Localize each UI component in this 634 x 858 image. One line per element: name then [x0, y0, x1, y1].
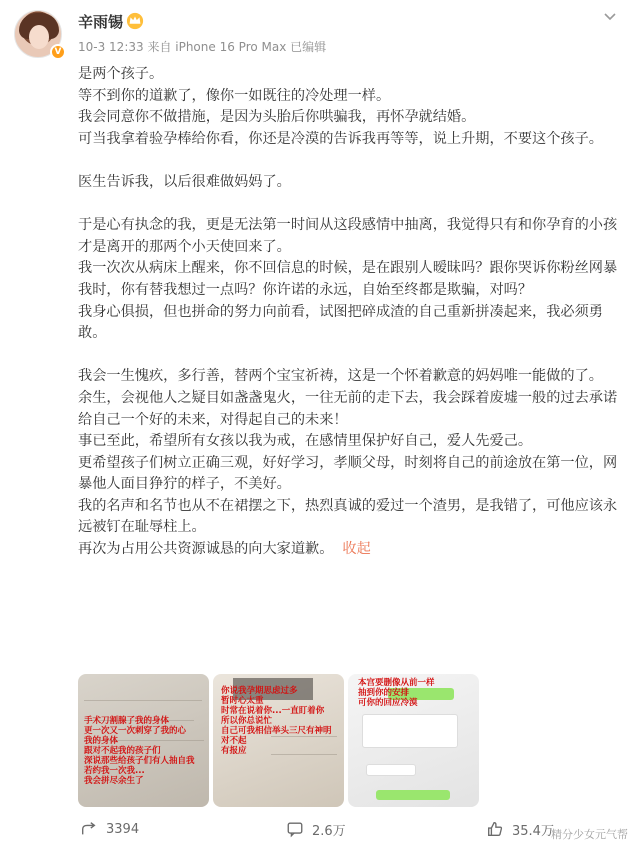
paragraph-gap	[78, 345, 620, 367]
post-paragraph: 我身心俱损，但也拼命的努力向前看，试图把碎成渣的自己重新拼凑起来，我必须勇敢。	[78, 303, 603, 342]
post-paragraph: 等不到你的道歉了，像你一如既往的冷处理一样。	[78, 87, 391, 104]
watermark: 精分少女元气帮	[551, 828, 628, 841]
image-grid	[78, 674, 618, 807]
post-paragraph-text: 再次为占用公共资源诚恳的向大家道歉。	[78, 541, 334, 558]
comment-count: 2.6万	[312, 823, 346, 839]
post-paragraph: 我的名声和名节也从不在裙摆之下，热烈真诚的爱过一个渣男，是我错了，可他应该永远被钉在耻辱柱上。	[78, 497, 618, 536]
like-count: 35.4万	[512, 823, 554, 839]
like-button[interactable]	[486, 818, 554, 840]
avatar-face	[29, 25, 49, 49]
verified-badge-icon: V	[50, 44, 66, 60]
paragraph-gap	[78, 194, 620, 216]
image-1-text: 手术刀割腺了我的身体 更一次又一次刺穿了我的心 我的身体 跟对不起我的孩子们 深说那些给孩子们有人抽自我 若约我一次我... 我会拼尽余生了	[84, 716, 195, 786]
post-paragraph: 可当我拿着验孕棒给你看，你还是冷漠的告诉我再等等，说上升期，不要这个孩子。	[78, 130, 603, 147]
image-2-text: 你说我孕期思虑过多 暂时心太重 时常在说着你...一直盯着你 所以你总说忙 自己可我相信举头三尺有神明 对不起 有报应	[221, 686, 332, 756]
post-paragraph: 事已至此，希望所有女孩以我为戒，在感情里保护好自己，爱人先爱己。	[78, 433, 533, 450]
image-thumbnail-3[interactable]	[348, 674, 479, 807]
chat-bubble-green-2	[376, 790, 450, 800]
image-3-text: 本宫要删像从前一样 抽到你的安排 可你的回应冷漠	[358, 678, 435, 708]
post-paragraph: 我一次次从病床上醒来，你不回信息的时候，是在跟别人暧昧吗？跟你哭诉你粉丝网暴我时，你有替我想过一点吗？你许诺的永远，自始至终都是欺骗，对吗？	[78, 260, 618, 298]
chevron-down-icon[interactable]	[600, 6, 620, 26]
post-body	[78, 64, 620, 561]
post-meta: 10-3 12:33 来自 iPhone 16 Pro Max 已编辑	[78, 40, 327, 54]
image-thumbnail-2[interactable]	[213, 674, 344, 807]
share-icon	[80, 820, 98, 838]
post-paragraph: 于是心有执念的我，更是无法第一时间从这段感情中抽离，我觉得只有和你孕育的小孩才是离开的那两个小天使回来了。	[78, 217, 618, 255]
post-paragraph: 更希望孩子们树立正确三观，好好学习，孝顺父母，时刻将自己的前途放在第一位，网暴他人面目狰狞的样子，不美好。	[78, 454, 618, 493]
action-bar	[0, 812, 634, 846]
share-count: 3394	[106, 821, 140, 837]
post-paragraph: 是两个孩子。	[78, 66, 164, 82]
chat-bubble-small	[366, 764, 416, 776]
post-header	[0, 0, 634, 62]
image-thumbnail-1[interactable]	[78, 674, 209, 807]
collapse-link[interactable]: 收起	[342, 541, 371, 558]
comment-icon	[286, 820, 304, 838]
username[interactable]: 辛雨锡	[78, 13, 124, 31]
chat-bubble-white	[362, 714, 458, 748]
paragraph-gap	[78, 150, 620, 172]
post-paragraph: 我会一生愧疚，多行善，替两个宝宝祈祷，这是一个怀着歉意的妈妈唯一能做的了。	[78, 368, 603, 385]
post-paragraph-last	[78, 539, 620, 561]
share-button[interactable]	[80, 818, 139, 840]
comment-button[interactable]	[286, 818, 346, 840]
post-paragraph: 我会同意你不做措施，是因为头胎后你哄骗我，再怀孕就结婚。	[78, 109, 476, 126]
post-paragraph: 余生，会视他人之疑目如盏盏鬼火，一往无前的走下去，我会踩着废墟一般的过去承诺给自己一个好的未来，对得起自己的未来！	[78, 389, 618, 428]
crown-icon	[126, 12, 144, 30]
thumbs-up-icon	[486, 820, 504, 838]
post-paragraph: 医生告诉我，以后很难做妈妈了。	[78, 173, 291, 190]
